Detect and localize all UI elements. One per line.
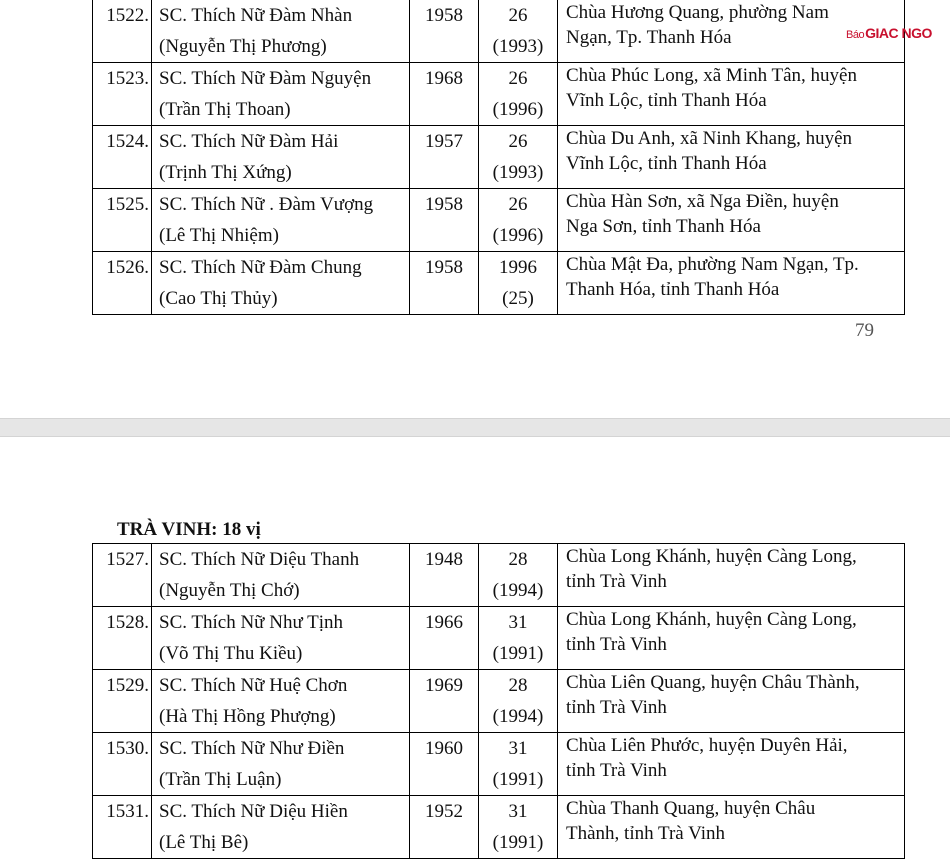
birth-name: (Nguyễn Thị Chớ): [159, 580, 300, 601]
ordination-year: (1994): [492, 706, 544, 727]
address-line-2: tỉnh Trà Vinh: [566, 571, 667, 592]
address-cell: [558, 189, 905, 252]
birth-name: (Lê Thị Bê): [159, 832, 249, 853]
address-cell: [558, 607, 905, 670]
page-separator: [0, 418, 950, 437]
row-number: 1524.: [106, 131, 149, 152]
document-page-top: [0, 0, 950, 418]
birth-year-cell: [410, 126, 479, 189]
address-line-2: Vĩnh Lộc, tỉnh Thanh Hóa: [566, 153, 767, 174]
address-line-1: Chùa Hương Quang, phường Nam: [566, 2, 829, 23]
table-row: [93, 63, 905, 126]
birth-year: 1958: [425, 257, 463, 278]
dharma-name: SC. Thích Nữ Đàm Nguyện: [159, 68, 372, 89]
row-number-cell: [93, 544, 152, 607]
ordination-year: (1993): [492, 36, 544, 57]
dharma-name: SC. Thích Nữ Như Tịnh: [159, 612, 344, 633]
dharma-name: SC. Thích Nữ Đàm Chung: [159, 257, 362, 278]
ordination-cell: [479, 0, 558, 63]
birth-year-cell: [410, 733, 479, 796]
row-number-cell: [93, 670, 152, 733]
row-number: 1528.: [106, 612, 149, 633]
address-line-2: Ngạn, Tp. Thanh Hóa: [566, 27, 732, 48]
address-line-1: Chùa Liên Phước, huyện Duyên Hải,: [566, 735, 848, 756]
row-number-cell: [93, 126, 152, 189]
row-number: 1530.: [106, 738, 149, 759]
nun-list-table-thanh-hoa: [92, 0, 905, 315]
watermark-main-text: GIAC NGO: [865, 25, 932, 41]
birth-year: 1952: [425, 801, 463, 822]
table-row: [93, 670, 905, 733]
ordination-year: (1996): [492, 225, 544, 246]
table-row: [93, 0, 905, 63]
address-cell: [558, 670, 905, 733]
address-line-1: Chùa Mật Đa, phường Nam Ngạn, Tp.: [566, 254, 859, 275]
birth-year-cell: [410, 63, 479, 126]
row-number: 1523.: [106, 68, 149, 89]
table-row: [93, 126, 905, 189]
ordination-cell: [479, 189, 558, 252]
address-line-1: Chùa Long Khánh, huyện Càng Long,: [566, 546, 857, 567]
row-number-cell: [93, 607, 152, 670]
birth-year-cell: [410, 0, 479, 63]
address-cell: [558, 252, 905, 315]
birth-year-cell: [410, 252, 479, 315]
name-cell: [152, 544, 410, 607]
watermark-small-text: Báo: [846, 29, 865, 41]
address-line-1: Chùa Hàn Sơn, xã Nga Điền, huyện: [566, 191, 839, 212]
address-cell: [558, 126, 905, 189]
address-cell: [558, 63, 905, 126]
address-line-2: Vĩnh Lộc, tỉnh Thanh Hóa: [566, 90, 767, 111]
row-number-cell: [93, 63, 152, 126]
ordination-year: (1993): [492, 162, 544, 183]
birth-year-cell: [410, 544, 479, 607]
ordination-year: (1991): [492, 769, 544, 790]
address-line-1: Chùa Long Khánh, huyện Càng Long,: [566, 609, 857, 630]
birth-year-cell: [410, 670, 479, 733]
birth-name: (Trần Thị Luận): [159, 769, 282, 790]
nun-list-table-tra-vinh: [92, 543, 905, 859]
name-cell: [152, 63, 410, 126]
ordination-year: (1996): [492, 99, 544, 120]
ordination-cell: [479, 733, 558, 796]
birth-name: (Võ Thị Thu Kiều): [159, 643, 303, 664]
address-line-2: tỉnh Trà Vinh: [566, 634, 667, 655]
row-number-cell: [93, 0, 152, 63]
birth-year: 1960: [425, 738, 463, 759]
row-number: 1525.: [106, 194, 149, 215]
ordination-year: (1994): [492, 580, 544, 601]
name-cell: [152, 796, 410, 859]
ordination-cell: [479, 796, 558, 859]
dharma-name: SC. Thích Nữ . Đàm Vượng: [159, 194, 374, 215]
ordination-year: (1991): [492, 832, 544, 853]
address-cell: [558, 733, 905, 796]
birth-year: 1968: [425, 68, 463, 89]
address-line-1: Chùa Liên Quang, huyện Châu Thành,: [566, 672, 860, 693]
ordination-age: 26: [508, 68, 528, 89]
dharma-name: SC. Thích Nữ Huệ Chơn: [159, 675, 348, 696]
ordination-age: 31: [508, 738, 528, 759]
birth-name: (Nguyễn Thị Phương): [159, 36, 327, 57]
document-page-bottom: [0, 437, 950, 859]
ordination-cell: [479, 544, 558, 607]
row-number: 1529.: [106, 675, 149, 696]
address-line-1: Chùa Du Anh, xã Ninh Khang, huyện: [566, 128, 853, 149]
name-cell: [152, 733, 410, 796]
row-number: 1526.: [106, 257, 149, 278]
table-row: [93, 733, 905, 796]
dharma-name: SC. Thích Nữ Như Điền: [159, 738, 345, 759]
row-number: 1527.: [106, 549, 149, 570]
row-number-cell: [93, 796, 152, 859]
address-line-2: Nga Sơn, tỉnh Thanh Hóa: [566, 216, 761, 237]
ordination-cell: [479, 63, 558, 126]
ordination-age: 26: [508, 5, 528, 26]
row-number-cell: [93, 252, 152, 315]
birth-year: 1957: [425, 131, 463, 152]
birth-name: (Trần Thị Thoan): [159, 99, 291, 120]
birth-year: 1948: [425, 549, 463, 570]
ordination-year: (25): [502, 288, 534, 309]
row-number: 1531.: [106, 801, 149, 822]
table-row: [93, 607, 905, 670]
section-title-tra-vinh: TRÀ VINH: 18 vị: [117, 519, 261, 540]
ordination-cell: [479, 126, 558, 189]
ordination-age: 1996: [499, 257, 537, 278]
birth-name: (Trịnh Thị Xứng): [159, 162, 292, 183]
name-cell: [152, 670, 410, 733]
page-number: 79: [855, 320, 874, 341]
ordination-age: 28: [508, 549, 528, 570]
ordination-age: 31: [508, 801, 528, 822]
ordination-cell: [479, 252, 558, 315]
ordination-cell: [479, 670, 558, 733]
dharma-name: SC. Thích Nữ Diệu Thanh: [159, 549, 360, 570]
row-number: 1522.: [106, 5, 149, 26]
name-cell: [152, 189, 410, 252]
address-line-2: tỉnh Trà Vinh: [566, 697, 667, 718]
name-cell: [152, 607, 410, 670]
address-line-1: Chùa Phúc Long, xã Minh Tân, huyện: [566, 65, 857, 86]
dharma-name: SC. Thích Nữ Diệu Hiền: [159, 801, 348, 822]
table-row: [93, 544, 905, 607]
birth-year: 1969: [425, 675, 463, 696]
birth-year: 1966: [425, 612, 463, 633]
address-line-2: Thành, tỉnh Trà Vinh: [566, 823, 725, 844]
address-line-1: Chùa Thanh Quang, huyện Châu: [566, 798, 816, 819]
address-line-2: tỉnh Trà Vinh: [566, 760, 667, 781]
row-number-cell: [93, 733, 152, 796]
address-cell: [558, 796, 905, 859]
table-row: [93, 796, 905, 859]
birth-year-cell: [410, 607, 479, 670]
giacngo-watermark-logo: [846, 25, 932, 41]
address-cell: [558, 544, 905, 607]
dharma-name: SC. Thích Nữ Đàm Nhàn: [159, 5, 353, 26]
birth-name: (Lê Thị Nhiệm): [159, 225, 279, 246]
ordination-age: 31: [508, 612, 528, 633]
table-row: [93, 189, 905, 252]
name-cell: [152, 126, 410, 189]
name-cell: [152, 0, 410, 63]
ordination-age: 28: [508, 675, 528, 696]
birth-name: (Cao Thị Thủy): [159, 288, 278, 309]
birth-year: 1958: [425, 5, 463, 26]
birth-year: 1958: [425, 194, 463, 215]
name-cell: [152, 252, 410, 315]
birth-name: (Hà Thị Hồng Phượng): [159, 706, 336, 727]
row-number-cell: [93, 189, 152, 252]
ordination-year: (1991): [492, 643, 544, 664]
ordination-cell: [479, 607, 558, 670]
dharma-name: SC. Thích Nữ Đàm Hải: [159, 131, 339, 152]
address-line-2: Thanh Hóa, tỉnh Thanh Hóa: [566, 279, 780, 300]
birth-year-cell: [410, 796, 479, 859]
ordination-age: 26: [508, 131, 528, 152]
ordination-age: 26: [508, 194, 528, 215]
table-row: [93, 252, 905, 315]
birth-year-cell: [410, 189, 479, 252]
